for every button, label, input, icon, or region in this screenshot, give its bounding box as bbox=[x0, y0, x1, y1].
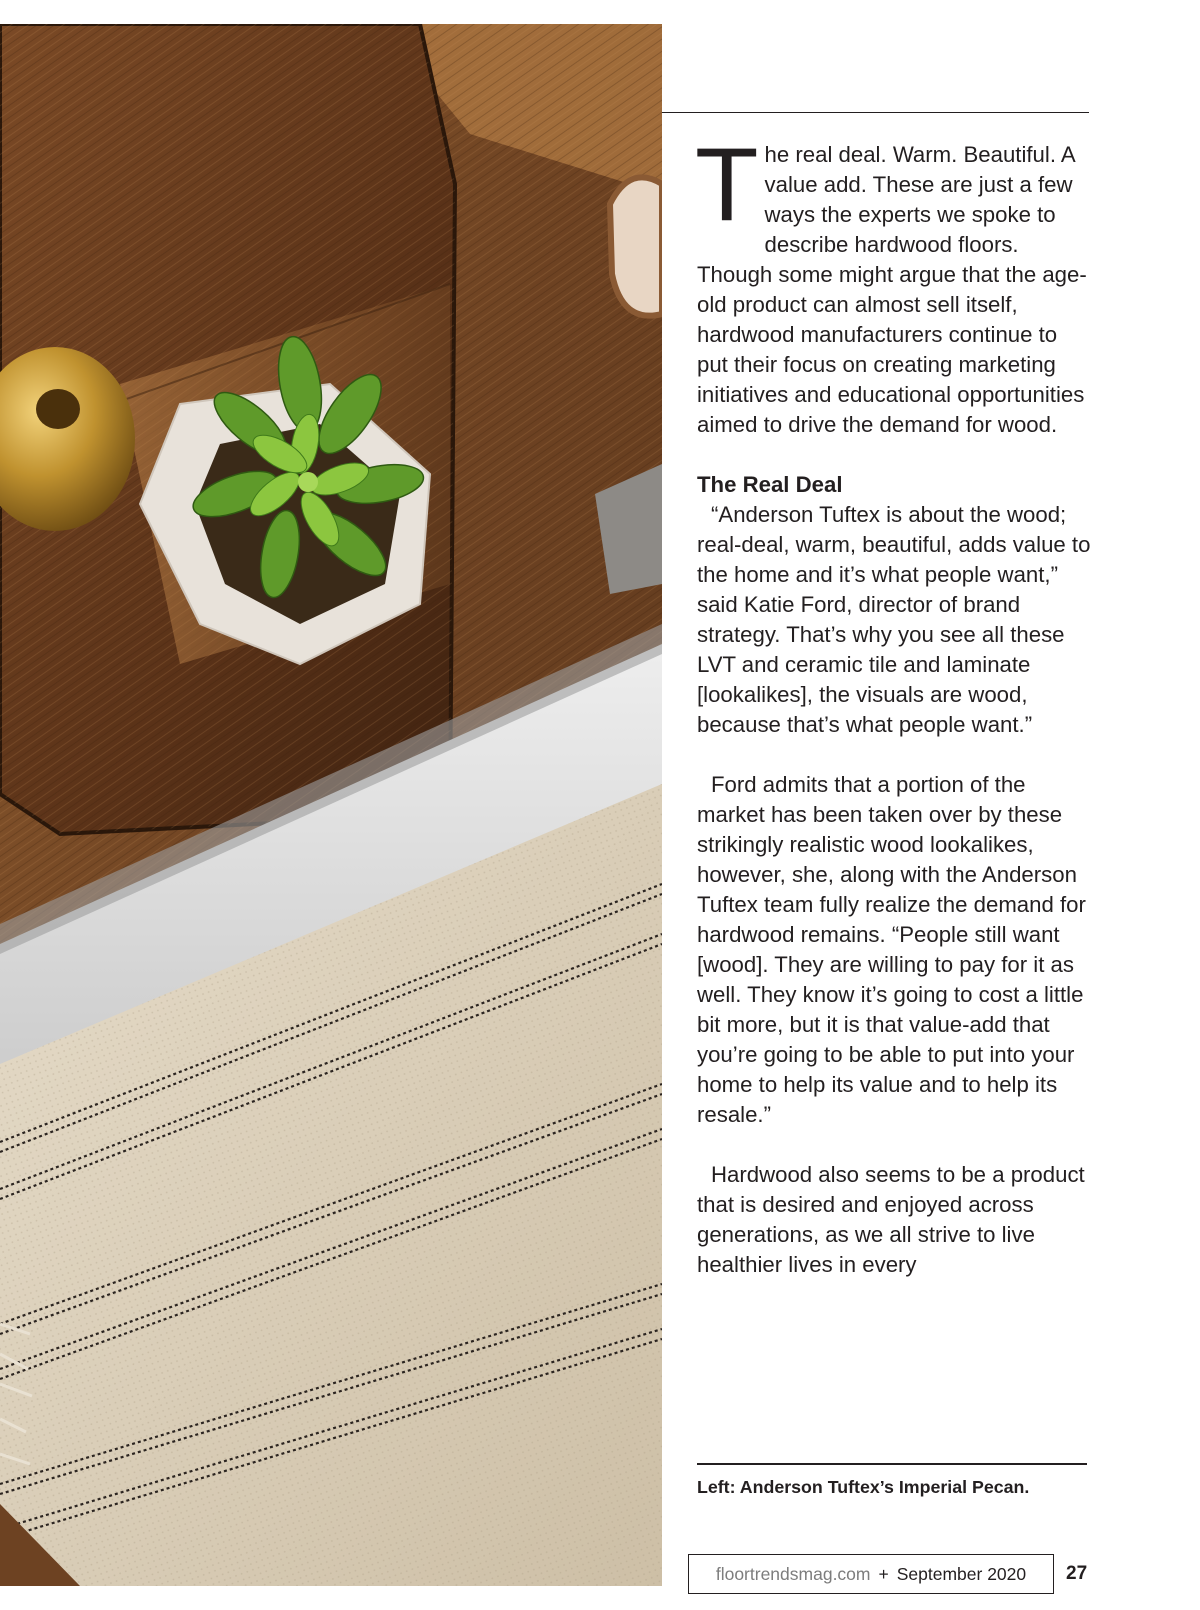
caption-rule bbox=[697, 1463, 1087, 1465]
intro-paragraph bbox=[695, 127, 1092, 440]
paragraph-generations: Hardwood also seems to be a product that is desired and enjoyed across generations, as we all strive to live healthier lives in every bbox=[697, 1162, 1085, 1277]
page-number: 27 bbox=[1066, 1563, 1088, 1584]
footer-issue-date: September 2020 bbox=[896, 1563, 1027, 1584]
footer-separator: + bbox=[878, 1563, 889, 1584]
footer-site-link[interactable]: floortrendsmag.com bbox=[715, 1563, 871, 1584]
photo-caption: Left: Anderson Tuftex’s Imperial Pecan. bbox=[697, 1477, 1030, 1497]
article-body bbox=[695, 127, 1092, 1280]
article-photo bbox=[0, 24, 662, 1586]
paragraph-quote-2: Ford admits that a portion of the market has been taken over by these strikingly realistic wood lookalikes, however, she, along with the Anderson Tuftex team fully realize the demand for hardwood remains. “People still want [wood]. They are willing to pay for it as well. They know it’s going to cost a little bit more, but it is that value-add that you’re going to be able to put into your home to help its value and to help its resale.” bbox=[697, 772, 1086, 1127]
drop-cap: T bbox=[695, 127, 759, 243]
top-rule bbox=[662, 112, 1089, 113]
page-footer bbox=[688, 1554, 1054, 1594]
interior-photo-icon bbox=[0, 24, 662, 1586]
section-heading: The Real Deal bbox=[697, 472, 843, 497]
paragraph-quote-1: “Anderson Tuftex is about the wood; real-deal, warm, beautiful, adds value to the home and it’s what people want,” said Katie Ford, director of brand strategy. That’s why you see all these LVT and ceramic tile and laminate [lookalikes], the visuals are wood, because that’s what people want.” bbox=[697, 502, 1091, 737]
intro-text: he real deal. Warm. Beautiful. A value add. These are just a few ways the experts we spoke to describe hardwood floors. Though some might argue that the age-old product can almost sell itself, hardwood manufacturers continue to put their focus on creating marketing initiatives and educational opportunities aimed to drive the demand for wood. bbox=[697, 142, 1087, 437]
